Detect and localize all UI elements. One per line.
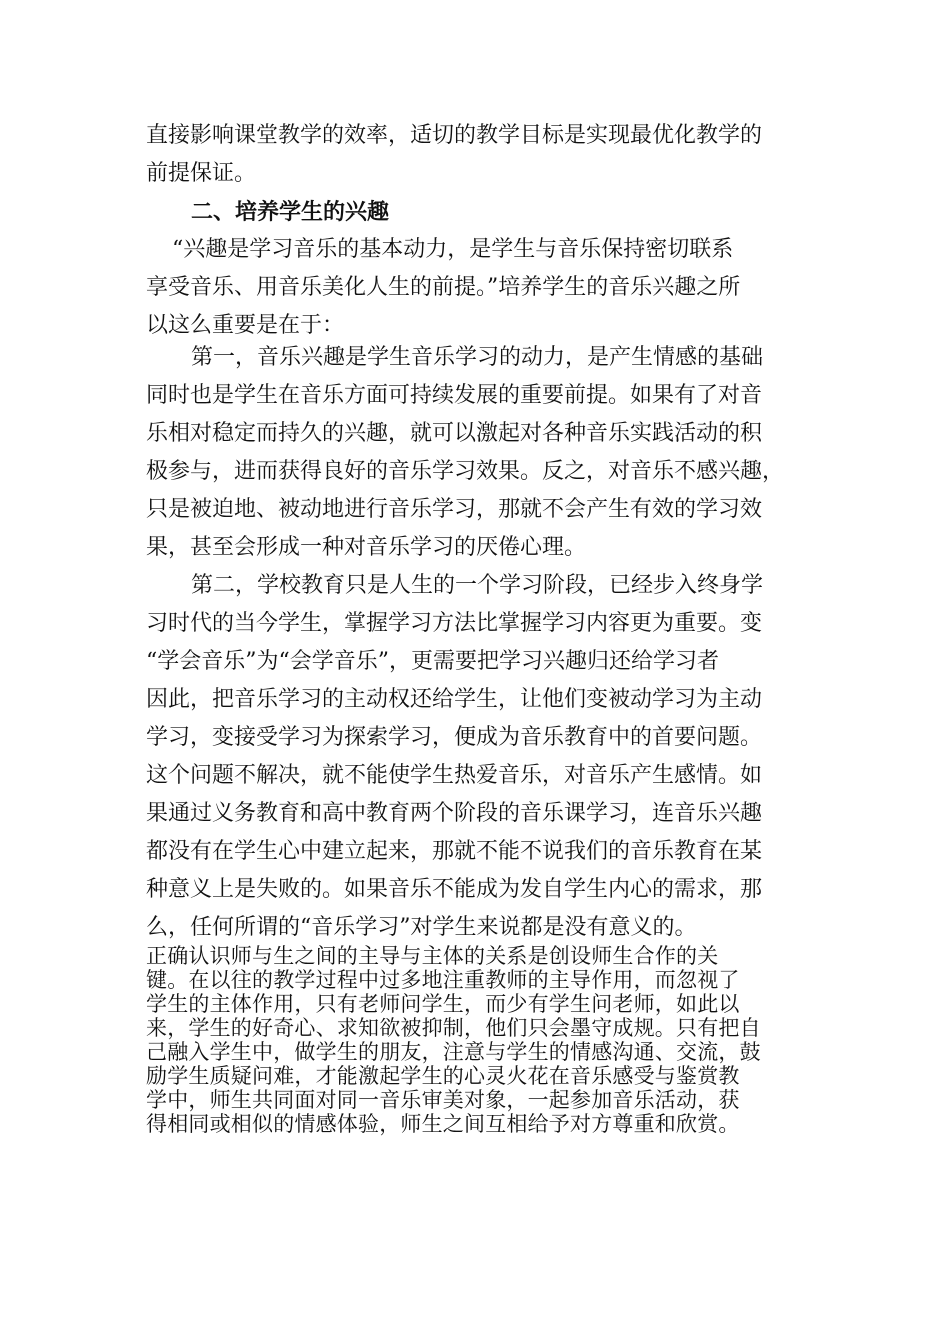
text-line: 同时也是学生在音乐方面可持续发展的重要前提。如果有了对音	[146, 383, 763, 408]
text-line: “兴趣是学习音乐的基本动力，是学生与音乐保持密切联系	[172, 237, 734, 262]
text-line: 键。在以往的教学过程中过多地注重教师的主导作用，而忽视了	[146, 968, 740, 992]
text-line: 习时代的当今学生，掌握学习方法比掌握学习内容更为重要。变	[146, 611, 763, 636]
text-line: 来，学生的好奇心、求知欲被抑制，他们只会墨守成规。只有把自	[146, 1016, 761, 1040]
text-line: 因此，把音乐学习的主动权还给学生，让他们变被动学习为主动	[146, 687, 763, 712]
text-line: 极参与，进而获得良好的音乐学习效果。反之，对音乐不感兴趣，	[146, 459, 785, 484]
text-line: 种意义上是失败的。如果音乐不能成为发自学生内心的需求，那	[146, 877, 763, 902]
text-line: 学生的主体作用，只有老师问学生，而少有学生问老师，如此以	[146, 992, 740, 1016]
text-line: 享受音乐、用音乐美化人生的前提。”培养学生的音乐兴趣之所	[146, 275, 741, 300]
text-line: “学会音乐”为“会学音乐”，更需要把学习兴趣归还给学习者	[146, 649, 719, 674]
text-line: 己融入学生中，做学生的朋友，注意与学生的情感沟通、交流，鼓	[146, 1040, 761, 1064]
text-line: 直接影响课堂教学的效率，适切的教学目标是实现最优化教学的	[146, 123, 763, 148]
text-line: 这个问题不解决，就不能使学生热爱音乐，对音乐产生感情。如	[146, 763, 763, 788]
text-line: 果，甚至会形成一种对音乐学习的厌倦心理。	[146, 535, 587, 560]
text-line: 么，任何所谓的“音乐学习”对学生来说都是没有意义的。	[146, 915, 697, 940]
text-line: 得相同或相似的情感体验，师生之间互相给予对方尊重和欣赏。	[146, 1112, 740, 1136]
text-line: 第一，音乐兴趣是学生音乐学习的动力，是产生情感的基础	[191, 345, 764, 370]
text-line: 以这么重要是在于：	[146, 313, 345, 338]
text-line: 果通过义务教育和高中教育两个阶段的音乐课学习，连音乐兴趣	[146, 801, 763, 826]
section-heading: 二、培养学生的兴趣	[191, 199, 390, 225]
text-line: 学习，变接受学习为探索学习，便成为音乐教育中的首要问题。	[146, 725, 763, 750]
text-line: 只是被迫地、被动地进行音乐学习，那就不会产生有效的学习效	[146, 497, 763, 522]
text-line: 前提保证。	[146, 161, 257, 186]
text-line: 第二，学校教育只是人生的一个学习阶段，已经步入终身学	[191, 573, 764, 598]
text-line: 学中，师生共同面对同一音乐审美对象，一起参加音乐活动，获	[146, 1088, 740, 1112]
text-line: 励学生质疑问难，才能激起学生的心灵火花在音乐感受与鉴赏教	[146, 1064, 740, 1088]
text-line: 都没有在学生心中建立起来，那就不能不说我们的音乐教育在某	[146, 839, 763, 864]
text-line: 乐相对稳定而持久的兴趣，就可以激起对各种音乐实践活动的积	[146, 421, 763, 446]
text-line: 正确认识师与生之间的主导与主体的关系是创设师生合作的关	[146, 944, 719, 968]
